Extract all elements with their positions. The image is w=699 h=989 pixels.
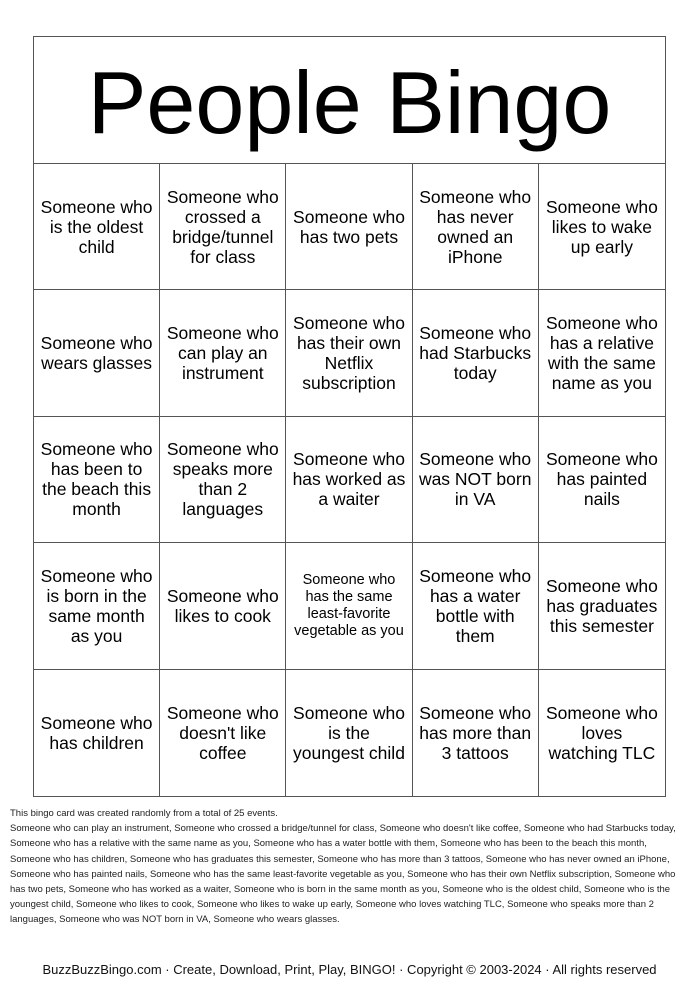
bingo-cell-text: Someone who has been to the beach this month xyxy=(40,439,153,520)
bingo-cell[interactable] xyxy=(539,670,665,796)
bingo-cell[interactable] xyxy=(34,417,160,543)
bingo-cell-text: Someone who is the oldest child xyxy=(40,196,153,257)
bingo-cell[interactable] xyxy=(286,417,412,543)
bingo-cell-text: Someone who likes to cook xyxy=(166,585,279,626)
bingo-cell-text: Someone who has a water bottle with them xyxy=(419,565,532,646)
bingo-cell-text: Someone who was NOT born in VA xyxy=(418,449,532,510)
bingo-cell-text: Someone who has two pets xyxy=(293,206,405,247)
bingo-cell-text: Someone who wears glasses xyxy=(40,333,153,374)
bingo-cell[interactable] xyxy=(286,290,412,416)
bingo-cell[interactable] xyxy=(539,290,665,416)
bingo-cell-text: Someone who has painted nails xyxy=(545,449,658,510)
bingo-cell-text: Someone who has a relative with the same name as you xyxy=(545,313,658,394)
bingo-cell[interactable] xyxy=(160,670,286,796)
bingo-cell-text: Someone who has the same least-favorite vegetable as you xyxy=(294,571,404,639)
bingo-cell-text: Someone who doesn't like coffee xyxy=(166,702,279,763)
bingo-cell[interactable] xyxy=(160,290,286,416)
events-intro: This bingo card was created randomly from a total of 25 events. xyxy=(10,808,278,819)
bingo-grid xyxy=(34,164,665,796)
bingo-cell[interactable] xyxy=(160,543,286,669)
bingo-cell-text: Someone who has worked as a waiter xyxy=(292,449,406,510)
bingo-cell[interactable] xyxy=(34,543,160,669)
bingo-cell-text: Someone who is born in the same month as you xyxy=(40,565,153,646)
bingo-cell[interactable] xyxy=(539,417,665,543)
bingo-cell[interactable] xyxy=(34,670,160,796)
bingo-cell[interactable] xyxy=(286,543,412,669)
bingo-cell-text: Someone who can play an instrument xyxy=(166,323,279,384)
bingo-cell-text: Someone who is the youngest child xyxy=(293,702,405,763)
bingo-cell-text: Someone who speaks more than 2 languages xyxy=(166,439,279,520)
bingo-cell[interactable] xyxy=(34,290,160,416)
bingo-cell-text: Someone who has never owned an iPhone xyxy=(419,186,532,267)
bingo-cell[interactable] xyxy=(413,164,539,290)
bingo-cell-text: Someone who has more than 3 tattoos xyxy=(419,702,532,763)
bingo-cell-text: Someone who likes to wake up early xyxy=(545,196,658,257)
bingo-cell-text: Someone who had Starbucks today xyxy=(419,323,532,384)
bingo-cell[interactable] xyxy=(539,543,665,669)
events-description xyxy=(10,806,690,928)
bingo-cell-text: Someone who has graduates this semester xyxy=(545,575,658,636)
bingo-cell[interactable] xyxy=(286,670,412,796)
bingo-cell[interactable] xyxy=(160,164,286,290)
card-header xyxy=(34,37,665,164)
bingo-cell[interactable] xyxy=(286,164,412,290)
copyright-line: BuzzBuzzBingo.com · Create, Download, Print, Play, BINGO! · Copyright © 2003-2024 · All rights reserved xyxy=(42,962,657,977)
events-list: Someone who can play an instrument, Someone who crossed a bridge/tunnel for class, Someone who doesn't like coffee, Someone who had Starbucks today, Someone who has a relative with the same name as you, Someone who has a water bottle with them, Someone who has been to the beach this month, Someone who has children, Someone who has graduates this semester, Someone who has more than 3 tattoos, Someone who has never owned an iPhone, Someone who has painted nails, Someone who has the same least-favorite vegetable as you, Someone who has their own Netflix subscription, Someone who has two pets, Someone who has worked as a waiter, Someone who is born in the same month as you, Someone who is the oldest child, Someone who is the youngest child, Someone who likes to cook, Someone who likes to wake up early, Someone who loves watching TLC, Someone who speaks more than 2 languages, Someone who was NOT born in VA, Someone who wears glasses. xyxy=(10,823,676,926)
card-title: People Bingo xyxy=(87,53,612,152)
bingo-cell-text: Someone who has children xyxy=(40,712,153,753)
bingo-cell[interactable] xyxy=(34,164,160,290)
bingo-cell[interactable] xyxy=(539,164,665,290)
bingo-card xyxy=(33,36,666,797)
bingo-cell-text: Someone who loves watching TLC xyxy=(545,702,658,763)
bingo-cell[interactable] xyxy=(160,417,286,543)
bingo-cell[interactable] xyxy=(413,417,539,543)
bingo-cell-text: Someone who crossed a bridge/tunnel for class xyxy=(166,186,279,267)
bingo-cell[interactable] xyxy=(413,670,539,796)
bingo-cell[interactable] xyxy=(413,543,539,669)
bingo-cell-text: Someone who has their own Netflix subscription xyxy=(293,313,405,394)
bingo-cell[interactable] xyxy=(413,290,539,416)
